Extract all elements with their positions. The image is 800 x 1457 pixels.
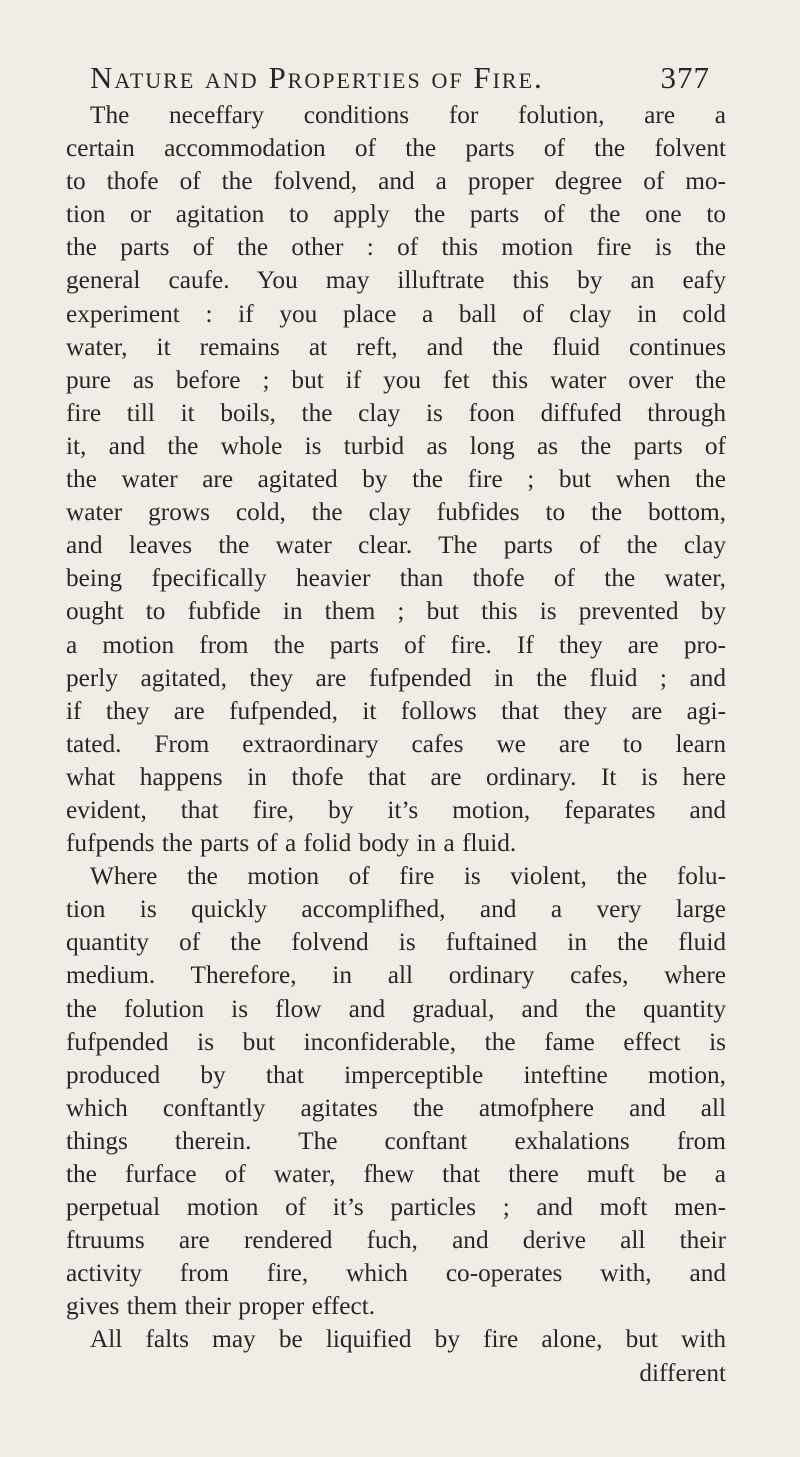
text-line: gives them their proper effect. [66,1292,376,1321]
running-title: Nature and Properties of Fire. [90,60,544,95]
text-line: water grows cold, the clay fubfides to the bottom, [66,498,726,527]
text-line: it, and the whole is turbid as long as the parts of [66,431,726,460]
text-line: what happens in thofe that are ordinary. It is here [66,762,726,791]
text-line: medium. Therefore, in all ordinary cafes, where [66,961,726,990]
text-line: All falts may be liquified by fire alone, but with [90,1325,726,1354]
text-line: things therein. The conftant exhalations from [66,1126,726,1155]
text-line: ftruums are rendered fuch, and derive all their [66,1226,726,1255]
running-head [90,60,710,94]
text-line: certain accommodation of the parts of the folvent [66,134,726,163]
text-line: activity from fire, which co-operates with, and [66,1259,726,1288]
text-line: The neceffary conditions for folution, are a [90,101,726,129]
text-line: tion or agitation to apply the parts of the one to [66,200,726,229]
text-line: which conftantly agitates the atmofphere and all [66,1093,726,1122]
text-line: produced by that imperceptible inteftine motion, [66,1060,726,1089]
text-line: pure as before ; but if you fet this water over the [66,365,726,394]
text-line: the water are agitated by the fire ; but when the [66,465,726,494]
text-line: tated. From extraordinary cafes we are to learn [66,729,726,758]
text-line: Where the motion of fire is violent, the folu- [90,862,726,891]
text-line: fire till it boils, the clay is foon diffufed through [66,398,726,427]
text-line: quantity of the folvend is fuftained in the fluid [66,928,726,957]
text-line: to thofe of the folvend, and a proper degree of mo- [66,167,726,196]
text-line: being fpecifically heavier than thofe of the water, [66,564,726,593]
text-line: the furface of water, fhew that there muft be a [66,1160,726,1188]
text-line: experiment : if you place a ball of clay in cold [66,299,726,328]
text-line: fufpended is but inconfiderable, the fame effect is [66,1027,726,1056]
text-line: water, it remains at reft, and the fluid continues [66,332,726,361]
text-line: fufpends the parts of a folid body in a fluid. [66,829,517,858]
text-line: perly agitated, they are fufpended in the fluid ; and [66,663,726,692]
text-line: if they are fufpended, it follows that they are agi- [66,696,726,725]
text-line: and leaves the water clear. The parts of the clay [66,531,726,560]
text-line: general caufe. You may illuftrate this by an eafy [66,266,726,295]
text-line: evident, that fire, by it’s motion, feparates and [66,795,726,824]
text-line: ought to fubfide in them ; but this is prevented by [66,597,726,626]
body-text [66,99,726,1390]
text-line: perpetual motion of it’s particles ; and moft men- [66,1193,726,1222]
text-line: a motion from the parts of fire. If they are pro- [66,630,726,659]
text-line: the parts of the other : of this motion fire is the [66,233,726,262]
text-line: tion is quickly accomplifhed, and a very large [66,895,726,924]
page-number: 377 [660,60,710,95]
text-line: the folution is flow and gradual, and the quantity [66,994,726,1023]
catchword: different [639,1358,726,1387]
